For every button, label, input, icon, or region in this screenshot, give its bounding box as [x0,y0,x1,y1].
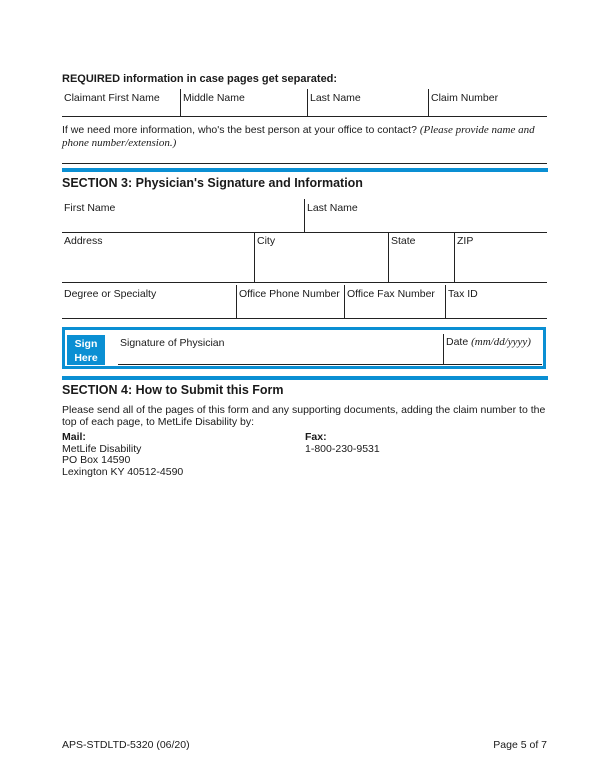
sign-here-tag [67,335,105,365]
zip-field[interactable] [454,232,547,282]
claim-number-field[interactable] [428,89,547,116]
fax-number: 1-800-230-9531 [305,442,380,455]
section-3-divider [62,168,548,172]
physician-name-row [62,199,547,233]
contact-question-text: If we need more information, who's the best person at your office to contact? [62,124,420,136]
office-phone-field[interactable] [236,285,344,318]
physician-first-name-field[interactable] [62,199,304,232]
section-3-title: SECTION 3: Physician's Signature and Information [62,176,363,190]
claimant-first-name-field[interactable] [62,89,180,116]
mail-line-1: MetLife Disability [62,442,142,455]
address-field[interactable] [62,232,254,282]
date-field[interactable] [446,336,531,348]
tax-id-label: Tax ID [448,288,478,300]
middle-name-label: Middle Name [183,92,245,104]
submit-instructions: Please send all of the pages of this form and any supporting documents, adding the claim number to the top of each page, to MetLife Disability by: [62,404,546,428]
contact-hint: (Please provide name and phone number/extension.) [62,124,535,149]
last-name-label: Last Name [310,92,361,104]
mail-heading: Mail: [62,431,86,443]
sign-tag-line2: Here [74,352,98,364]
date-label: Date [446,336,472,348]
physician-last-name-label: Last Name [307,202,358,214]
tax-id-field[interactable] [445,285,547,318]
signature-field[interactable] [118,364,542,365]
last-name-field[interactable] [307,89,428,116]
claimant-fields-row [62,89,547,117]
physician-address-row [62,232,547,283]
degree-specialty-label: Degree or Specialty [64,288,157,300]
middle-name-field[interactable] [180,89,307,116]
required-info-title: REQUIRED information in case pages get separated: [62,73,338,85]
mail-line-3: Lexington KY 40512-4590 [62,465,184,478]
degree-specialty-field[interactable] [62,285,236,318]
office-fax-field[interactable] [344,285,445,318]
sign-tag-line1: Sign [74,338,98,350]
section-4-title: SECTION 4: How to Submit this Form [62,383,284,397]
address-label: Address [64,235,103,247]
signature-label: Signature of Physician [120,337,225,349]
fax-block [305,432,380,455]
contact-question [62,124,548,150]
office-fax-label: Office Fax Number [347,288,435,300]
contact-answer-line[interactable] [62,163,547,164]
mail-line-2: PO Box 14590 [62,454,131,466]
physician-last-name-field[interactable] [304,199,547,232]
mail-block [62,432,183,478]
physician-first-name-label: First Name [64,202,116,214]
city-label: City [257,235,276,247]
zip-label: ZIP [457,235,474,247]
form-id: APS-STDLTD-5320 (06/20) [62,739,190,751]
office-phone-label: Office Phone Number [239,288,340,300]
state-field[interactable] [388,232,454,282]
page-number: Page 5 of 7 [493,739,547,751]
section-4-divider [62,376,548,380]
state-label: State [391,235,416,247]
claim-number-label: Claim Number [431,92,499,104]
fax-heading: Fax: [305,431,327,443]
claimant-first-name-label: Claimant First Name [64,92,160,104]
city-field[interactable] [254,232,388,282]
date-format-hint: (mm/dd/yyyy) [471,336,531,348]
date-divider [443,334,444,365]
physician-office-row [62,285,547,319]
